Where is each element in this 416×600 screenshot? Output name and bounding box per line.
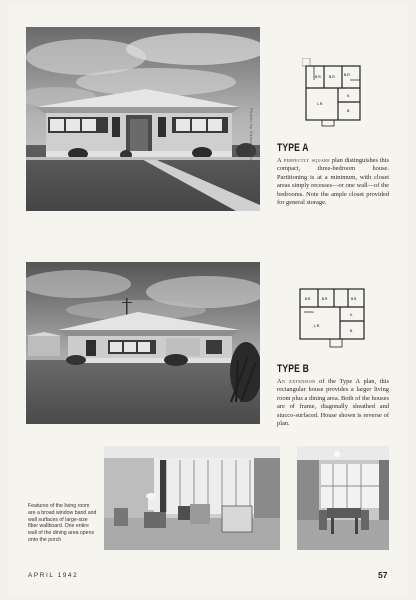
type-b-description (277, 378, 389, 428)
living-room-photo (104, 446, 280, 550)
interior-caption: Features of the living room are a broad window band and wall surfaces of large-size fiber wallboard. One entire wall of the dining area opens onto the porch (28, 503, 97, 543)
plan-b-kitchen-label: K. (350, 313, 354, 317)
plan-b-bed2-label: B.R. (322, 297, 329, 301)
page-number: 57 (378, 570, 388, 580)
plan-b-living-label: L.R. (314, 324, 321, 328)
type-a-floor-plan (302, 58, 364, 130)
plan-a-bath-label: B. (347, 109, 351, 113)
type-a-lead: A perfectly square (277, 157, 331, 164)
plan-a-bed1-label: B.R. (315, 75, 322, 79)
plan-a-kitchen-label: K. (347, 94, 351, 98)
type-b-heading: TYPE B (277, 363, 309, 375)
type-a-heading: TYPE A (277, 142, 309, 154)
dining-area-photo (297, 446, 389, 550)
photo-credit: Photos by Samuel H. Gottscho-Schleisner (249, 108, 254, 199)
plan-b-dining-label: DINING (304, 310, 314, 314)
type-b-body: of the Type A plan, this rectangular house provides a larger living room plus a dining area. Both of the houses are of frame, diagonally sheathed and stucco-surfaced. House shown is reverse of plan. (277, 378, 390, 428)
plan-a-bed3-label: B.R. (344, 73, 351, 77)
type-b-floor-plan (296, 285, 368, 353)
plan-a-bed2-label: B.R. (329, 75, 336, 79)
type-a-body: plan distinguishes this compact, three-bedroom house. Partitioning is at a minimum, with closet areas simply recesses—or one wall—of the bedrooms. Note the ample closet provided for general storage. (277, 157, 389, 207)
type-a-description (277, 157, 389, 207)
type-a-house-photo (26, 27, 260, 211)
plan-a-living-label: L.R. (317, 102, 324, 106)
plan-b-bed1-label: B.R. (305, 297, 312, 301)
plan-b-bed3-label: B.R. (351, 297, 358, 301)
plan-b-bath-label: B. (350, 329, 354, 333)
type-b-lead: An extension (277, 378, 316, 385)
issue-date: APRIL 1942 (28, 572, 79, 579)
type-b-house-photo (26, 262, 260, 424)
